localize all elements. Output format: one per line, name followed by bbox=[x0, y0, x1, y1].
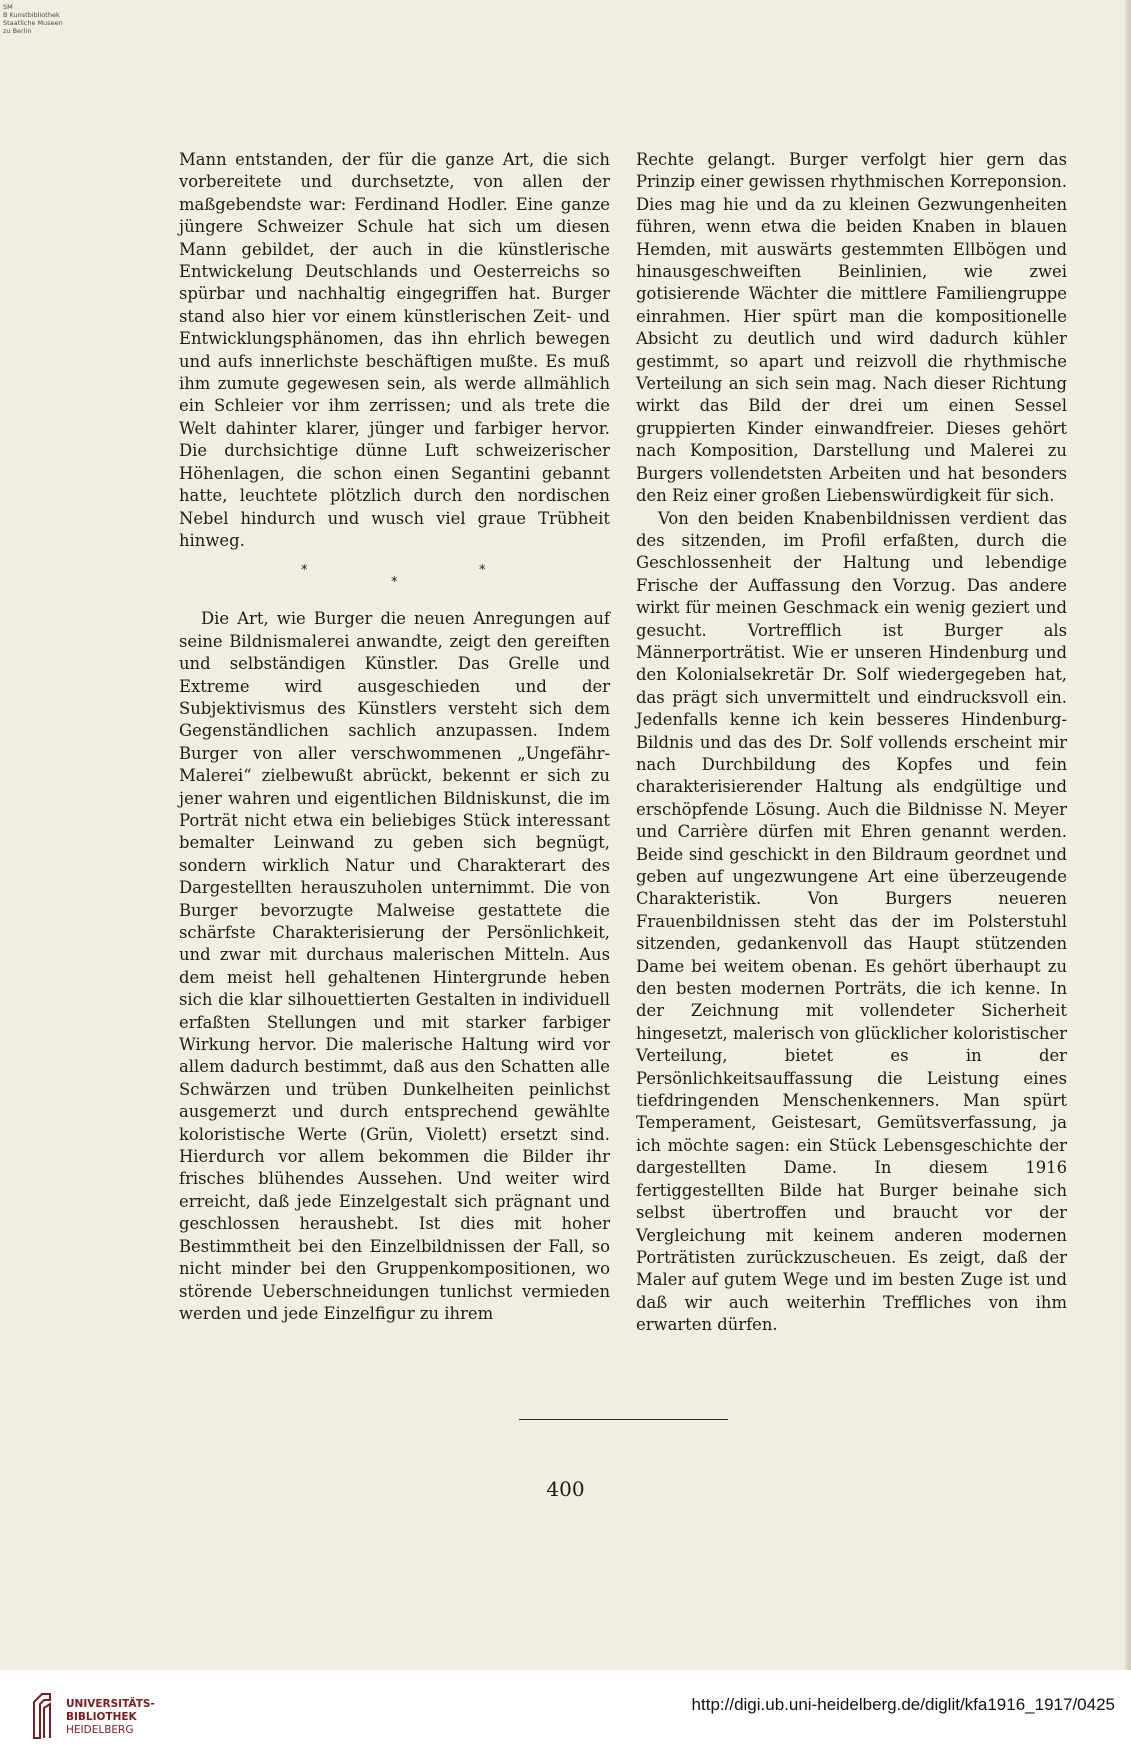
paragraph: Rechte gelangt. Burger verfolgt hier gern das Prinzip einer gewissen rhythmischen Korreponsion. Dies mag hie und da zu kleinen Gezwungenheiten führen, wenn etwa die beiden Knaben in blauen Hemden, mit auswärts gestemmten Ellbögen und hinausgeschweiften Beinlinien, wie zwei gotisierende Wächter die mittlere Familiengruppe einrahmen. Hier spürt man die kompositionelle Absicht zu deutlich und wird dadurch kühler gestimmt, so apart und reizvoll die rhythmische Verteilung an sich sein mag. Nach dieser Richtung wirkt das Bild der drei um einen Sessel gruppierten Kinder einwandfreier. Dieses gehört nach Komposition, Darstellung und Malerei zu Burgers vollendetsten Arbeiten und hat besonders den Reiz einer großen Liebenswürdigkeit für sich. bbox=[636, 150, 1067, 506]
star-glyph: * bbox=[391, 575, 398, 591]
end-rule bbox=[519, 1419, 728, 1420]
left-column bbox=[179, 149, 610, 1325]
library-stamp bbox=[3, 3, 63, 35]
page-number: 400 bbox=[546, 1477, 585, 1501]
university-library-logo[interactable] bbox=[30, 1690, 210, 1740]
stamp-line: zu Berlin bbox=[3, 27, 32, 35]
logo-line: BIBLIOTHEK bbox=[66, 1711, 137, 1723]
paragraph: Mann entstanden, der für die ganze Art, die sich vorbereitete und durchsetzte, von allen der maßgebendste war: Ferdinand Hodler. Eine ganze jüngere Schweizer Schule hat sich um diesen Mann gebildet, der auch in die künstlerische Entwickelung Deutschlands und Oesterreichs so spürbar und nachhaltig eingegriffen hat. Burger stand also hier vor einem künstlerischen Zeit- und Entwicklungsphänomen, das ihn ehrlich bewegen und aufs innerlichste beschäftigen mußte. Es muß ihm zumute gegewesen sein, als werde allmählich ein Schleier vor ihm zerrissen; und als trete die Welt dahinter klarer, jünger und farbiger hervor. Die durchsichtige dünne Luft schweizerischer Höhenlagen, die schon einen Segantini gebannt hatte, leuchtete plötzlich durch den nordischen Nebel hindurch und wusch viel graue Trübheit hinweg. bbox=[179, 150, 610, 550]
section-divider-stars bbox=[179, 552, 610, 608]
paragraph: Die Art, wie Burger die neuen Anregungen auf seine Bildnismalerei anwandte, zeigt den gereiften und selbständigen Künstler. Das Grelle und Extreme wird ausgeschieden und der Subjektivismus des Künstlers versteht sich dem Gegenständlichen sachlich anzupassen. Indem Burger von aller verschwommenen „Ungefähr-Malerei“ zielbewußt abrückt, bekennt er sich zu jener wahren und eigentlichen Bildniskunst, die im Porträt nicht etwa ein beliebiges Stück interessant bemalter Leinwand zu geben sich begnügt, sondern wirklich Natur und Charakterart des Dargestellten herauszuholen unternimmt. Die von Burger bevorzugte Malweise gestattete die schärfste Charakterisierung der Persönlichkeit, und zwar mit durchaus malerischen Mitteln. Aus dem meist hell gehaltenen Hintergrunde heben sich die klar silhouettierten Gestalten in individuell erfaßten Stellungen und mit starker farbiger Wirkung hervor. Die malerische Haltung wird vor allem dadurch bestimmt, daß aus den Schatten alle Schwärzen und trüben Dunkelheiten peinlichst ausgemerzt und durch entsprechend gewählte koloristische Werte (Grün, Violett) ersetzt sind. Hierdurch vor allem bekommen die Bilder ihr frisches blühendes Aussehen. Und weiter wird erreicht, daß jede Einzelgestalt sich prägnant und geschlossen heraushebt. Ist dies mit hoher Bestimmtheit bei den Einzelbildnissen der Fall, so nicht minder bei den Gruppenkompositionen, wo störende Ueberschneidungen tunlichst vermieden werden und jede Einzelfigur zu ihrem bbox=[179, 609, 610, 1323]
stamp-line: B Kunstbibliothek bbox=[3, 11, 60, 19]
footer-bar bbox=[0, 1670, 1131, 1757]
star-glyph: * bbox=[301, 563, 308, 579]
right-column bbox=[636, 149, 1067, 1337]
stamp-line: Staatliche Museen bbox=[3, 19, 63, 27]
star-glyph: * bbox=[479, 563, 486, 579]
logo-line: HEIDELBERG bbox=[66, 1724, 134, 1736]
permalink-url[interactable]: http://digi.ub.uni-heidelberg.de/diglit/kfa1916_1917/0425 bbox=[691, 1695, 1115, 1714]
stamp-line: SM bbox=[3, 3, 13, 11]
logo-text bbox=[66, 1698, 155, 1737]
paragraph: Von den beiden Knabenbildnissen verdient das des sitzenden, im Profil erfaßten, durch die Geschlossenheit der Haltung und lebendige Frische der Auffassung den Vorzug. Das andere wirkt für meinen Geschmack ein wenig geziert und gesucht. Vortrefflich ist Burger als Männerporträtist. Wie er unseren Hindenburg und den Kolonialsekretär Dr. Solf wiedergegeben hat, das prägt sich unvermittelt und eindrucksvoll ein. Jedenfalls kenne ich kein besseres Hindenburg-Bildnis und das des Dr. Solf vollends erscheint mir nach Durchbildung des Kopfes und fein charakterisierender Haltung als endgültige und erschöpfende Lösung. Auch die Bildnisse N. Meyer und Carrière dürfen mit Ehren genannt werden. Beide sind geschickt in den Bildraum geordnet und geben auf ungezwungene Art eine überzeugende Charakteristik. Von Burgers neueren Frauenbildnissen steht das der im Polsterstuhl sitzenden, gedankenvoll das Haupt stützenden Dame bei weitem obenan. Es gehört überhaupt zu den besten modernen Porträts, die ich kenne. In der Zeichnung mit vollendeter Sicherheit hingesetzt, malerisch von glücklicher koloristischer Verteilung, bietet es in der Persönlichkeitsauffassung die Leistung eines tiefdringenden Menschenkenners. Man spürt Temperament, Geistesart, Gemütsverfassung, ja ich möchte sagen: ein Stück Lebensgeschichte der dargestellten Dame. In diesem 1916 fertiggestellten Bilde hat Burger beinahe sich selbst übertroffen und braucht vor der Vergleichung mit keinem anderen modernen Porträtisten zurückzuscheuen. Es zeigt, daß der Maler auf gutem Wege und im besten Zuge ist und daß wir auch weiterhin Treffliches von ihm erwarten dürfen. bbox=[636, 508, 1067, 1335]
library-logo-icon bbox=[30, 1690, 54, 1740]
logo-line: UNIVERSITÄTS- bbox=[66, 1698, 155, 1710]
